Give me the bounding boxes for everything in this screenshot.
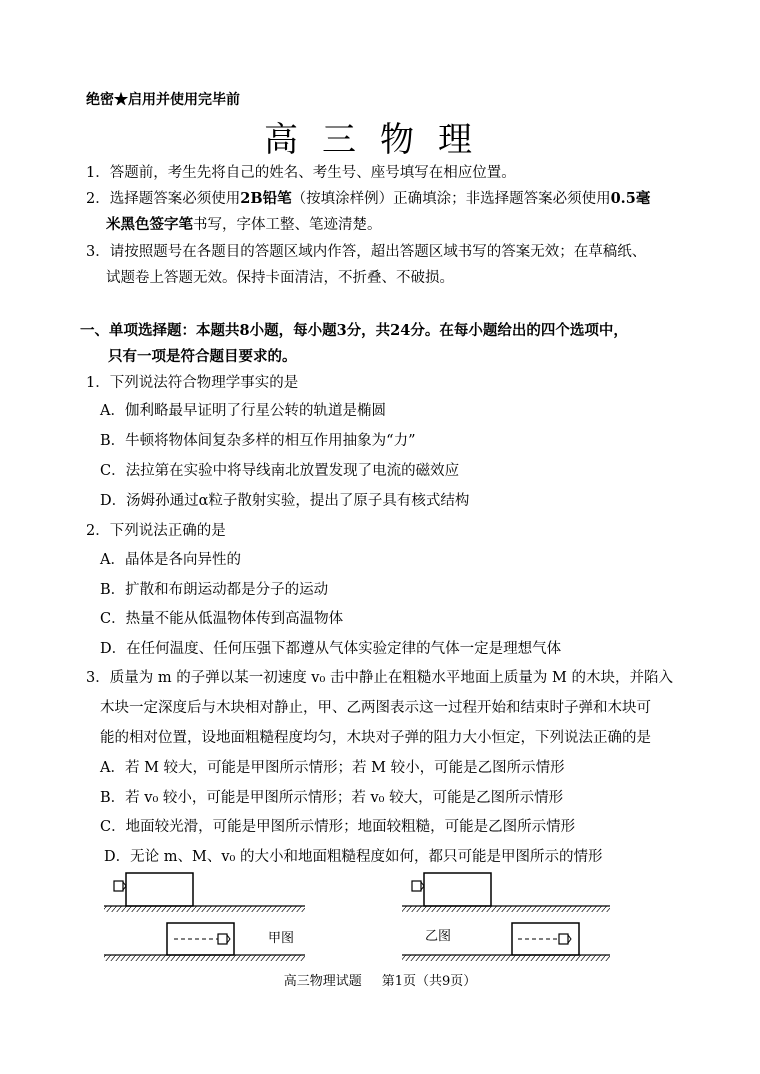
question-3-option-d: D．无论 m、M、v₀ 的大小和地面粗糙程度如何，都只可能是甲图所示的情形 [104,849,603,865]
instruction-bold: 2B铅笔 [240,190,292,207]
instruction-bold: 0.5毫 [610,190,651,207]
question-1-option-c: C．法拉第在实验中将导线南北放置发现了电流的磁效应 [100,463,460,479]
instruction-text: 选择题答案必须使用 [109,191,241,207]
instruction-text: 书写，字体工整、笔迹清楚。 [193,217,382,233]
question-2-stem: 2．下列说法正确的是 [86,523,226,539]
figure-yi [402,873,610,961]
instruction-number: 2． [86,191,110,207]
question-1-option-a: A．伽利略最早证明了行星公转的轨道是椭圆 [100,403,386,419]
question-3-stem-line-2: 木块一定深度后与木块相对静止，甲、乙两图表示这一过程开始和结束时子弹和木块可 [100,700,651,716]
label-jia: 甲图 [268,931,295,946]
block [126,873,193,906]
question-3-stem-line-1: 3．质量为 m 的子弹以某一初速度 v₀ 击中静止在粗糙水平地面上质量为 M 的木块，并陷入 [86,670,673,686]
bullet-block-figure [0,860,760,970]
footer-subject: 高三物理试题 [283,974,362,989]
instruction-text: （按填涂样例）正确填涂；非选择题答案必须使用 [291,191,611,207]
label-yi: 乙图 [425,929,452,944]
question-1-option-b: B．牛顿将物体间复杂多样的相互作用抽象为“力” [100,433,416,449]
question-3-option-c: C．地面较光滑，可能是甲图所示情形；地面较粗糙，可能是乙图所示情形 [100,819,576,835]
page-title: 高三物理 [264,120,496,160]
question-3-option-a: A．若 M 较大，可能是甲图所示情形；若 M 较小，可能是乙图所示情形 [100,760,565,776]
bullet-icon [412,881,421,891]
instruction-number: 1． [86,165,110,181]
instruction-3-cont: 试题卷上答题无效。保持卡面清洁，不折叠、不破损。 [106,270,454,286]
question-2-option-b: B．扩散和布朗运动都是分子的运动 [100,582,329,598]
section-heading: 一、单项选择题：本题共8小题，每小题3分，共24分。在每小题给出的四个选项中， [80,322,628,339]
footer-page-number: 第1页（共9页） [381,974,477,989]
instruction-number: 3． [86,244,110,260]
instruction-2 [86,189,650,209]
ground-hatch [402,955,610,961]
question-1-stem: 1．下列说法符合物理学事实的是 [86,375,299,391]
instruction-1 [86,163,516,183]
ground-hatch [104,955,305,961]
instruction-text: 答题前，考生先将自己的姓名、考生号、座号填写在相应位置。 [109,165,516,181]
ground-hatch [402,906,610,912]
question-3-option-b: B．若 v₀ 较小，可能是甲图所示情形；若 v₀ 较大，可能是乙图所示情形 [100,790,564,806]
question-1-option-d: D．汤姆孙通过α粒子散射实验，提出了原子具有核式结构 [100,493,470,509]
instruction-3 [86,242,646,262]
question-2-option-c: C．热量不能从低温物体传到高温物体 [100,611,344,627]
instruction-bold: 米黑色签字笔 [106,216,193,233]
page-footer [0,970,760,989]
section-heading-cont: 只有一项是符合题目要求的。 [108,348,297,365]
instruction-text: 请按照题号在各题目的答题区域内作答，超出答题区域书写的答案无效；在草稿纸、 [109,244,647,260]
block-final [512,923,579,955]
ground-hatch [104,906,305,912]
secret-mark: 绝密★启用并使用完毕前 [86,92,240,108]
instruction-2-cont [106,215,382,235]
question-2-option-a: A．晶体是各向异性的 [100,552,241,568]
question-2-option-d: D．在任何温度、任何压强下都遵从气体实验定律的气体一定是理想气体 [100,641,562,657]
bullet-icon [114,881,123,891]
block [424,873,491,906]
question-3-stem-line-3: 能的相对位置，设地面粗糙程度均匀，木块对子弹的阻力大小恒定，下列说法正确的是 [100,730,651,746]
figure-jia [104,873,305,961]
